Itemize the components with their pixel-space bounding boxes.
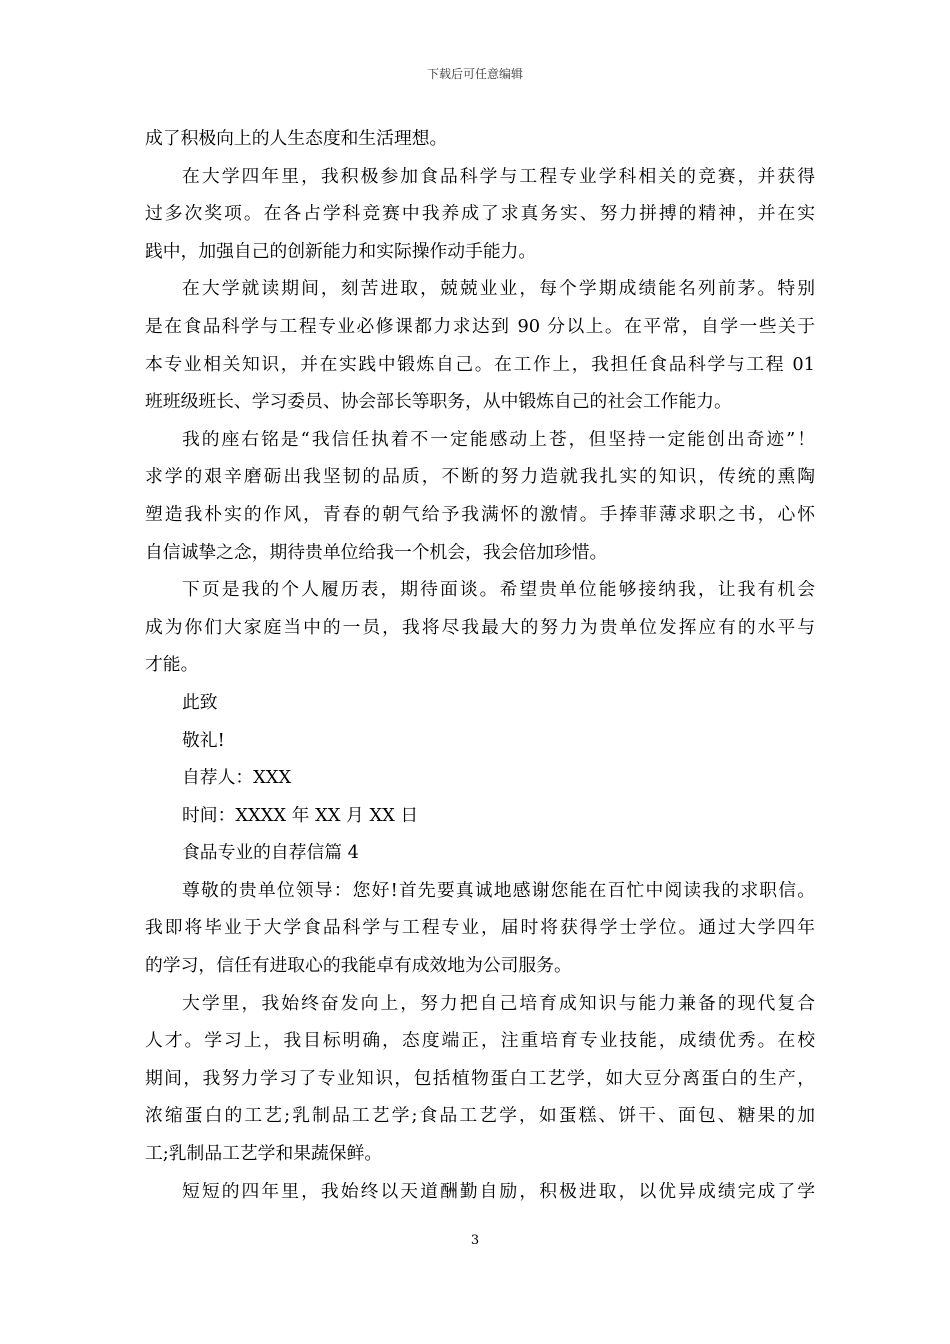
text-line: 践中，加强自己的创新能力和实际操作动手能力。 — [145, 240, 537, 262]
text-line: 浓缩蛋白的工艺;乳制品工艺学;食品工艺学，如蛋糕、饼干、面包、糖果的加 — [145, 1105, 815, 1127]
text-line: 成了积极向上的人生态度和生活理想。 — [145, 128, 448, 149]
text-line: 才能。 — [145, 654, 199, 676]
text-line: 期间，我努力学习了专业知识，包括植物蛋白工艺学，如大豆分离蛋白的生产， — [145, 1067, 815, 1089]
page-header: 下载后可任意编辑 — [426, 67, 523, 81]
page-number: 3 — [470, 1233, 480, 1248]
text-line: 自荐人：XXX — [182, 767, 292, 789]
text-line: 在大学四年里，我积极参加食品科学与工程专业学科相关的竞赛，并获得 — [182, 165, 815, 187]
text-line: 敬礼! — [182, 729, 225, 751]
text-line: 的学习，信任有进取心的我能卓有成效地为公司服务。 — [145, 955, 572, 977]
text-line: 短短的四年里，我始终以天道酬勤自励，积极进取，以优异成绩完成了学 — [182, 1180, 815, 1202]
text-line: 班班级班长、学习委员、协会部长等职务，从中锻炼自己的社会工作能力。 — [145, 391, 732, 413]
text-line: 尊敬的贵单位领导：您好!首先要真诚地感谢您能在百忙中阅读我的求职信。 — [182, 879, 815, 901]
text-line: 时间：XXXX 年 XX 月 XX 日 — [182, 804, 419, 826]
text-line: 大学里，我始终奋发向上，努力把自己培育成知识与能力兼备的现代复合 — [182, 992, 815, 1014]
text-line: 下页是我的个人履历表，期待面谈。希望贵单位能够接纳我，让我有机会 — [182, 579, 815, 601]
text-line: 此致 — [182, 691, 218, 713]
text-line: 我的座右铭是“我信任执着不一定能感动上苍，但坚持一定能创出奇迹”！ — [182, 428, 815, 450]
text-line: 是在食品科学与工程专业必修课都力求达到 90 分以上。在平常，自学一些关于 — [145, 315, 815, 337]
text-line: 成为你们大家庭当中的一员，我将尽我最大的努力为贵单位发挥应有的水平与 — [145, 616, 815, 638]
text-line: 工;乳制品工艺学和果蔬保鲜。 — [145, 1143, 383, 1165]
text-line: 本专业相关知识，并在实践中锻炼自己。在工作上，我担任食品科学与工程 01 — [145, 353, 815, 375]
text-line: 塑造我朴实的作风，青春的朝气给予我满怀的激情。手捧菲薄求职之书，心怀 — [145, 503, 815, 525]
text-line: 人才。学习上，我目标明确，态度端正，注重培育专业技能，成绩优秀。在校 — [145, 1030, 815, 1052]
text-line: 求学的艰辛磨砺出我坚韧的品质，不断的努力造就我扎实的知识，传统的熏陶 — [145, 466, 815, 488]
text-line: 在大学就读期间，刻苦进取，兢兢业业，每个学期成绩能名列前茅。特别 — [182, 278, 815, 300]
text-line: 自信诚挚之念，期待贵单位给我一个机会，我会倍加珍惜。 — [145, 541, 608, 563]
text-line: 过多次奖项。在各占学科竞赛中我养成了求真务实、努力拼搏的精神，并在实 — [145, 203, 815, 225]
document-body — [145, 120, 815, 1210]
text-line: 我即将毕业于大学食品科学与工程专业，届时将获得学士学位。通过大学四年 — [145, 917, 815, 939]
text-line: 食品专业的自荐信篇 4 — [182, 842, 359, 864]
